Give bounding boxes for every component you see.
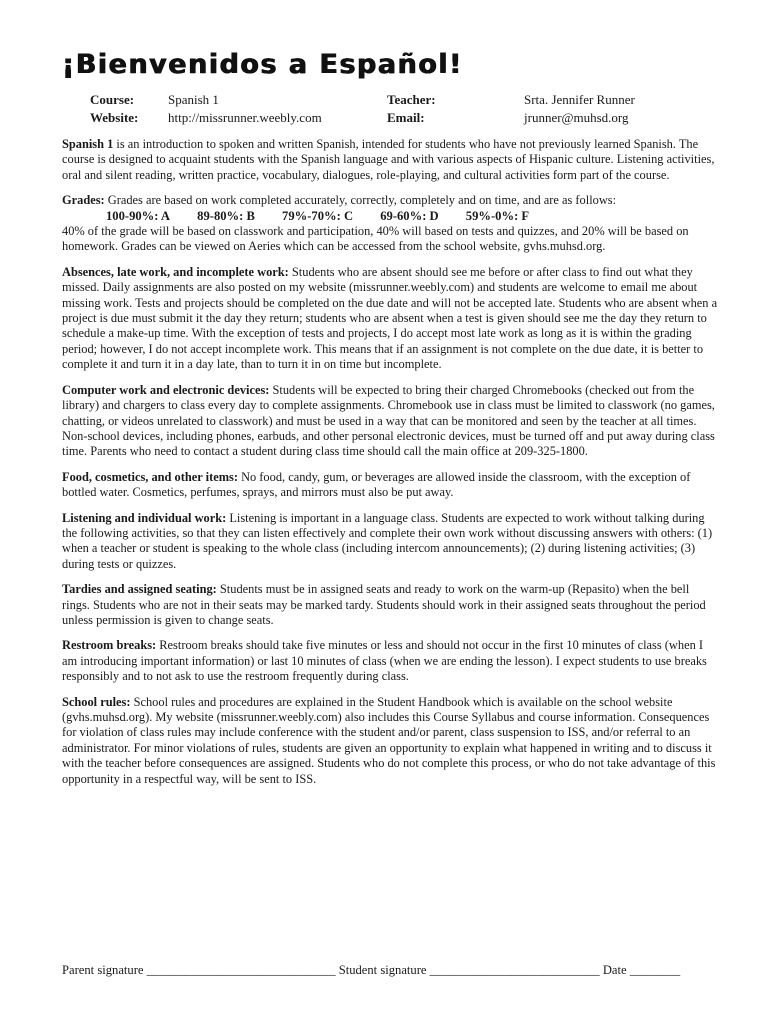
restroom-text: Restroom breaks should take five minutes or less and should not occur in the first 10 minutes of class (when I am introducing important information) or last 10 minutes of class (when we are ending the lesson). I expect students to use breaks responsibly and to not ask to use the restroom frequently during class. bbox=[62, 638, 707, 684]
website-value: http://missrunner.weebly.com bbox=[168, 110, 322, 125]
grade-c: 79%-70%: C bbox=[282, 208, 354, 223]
computer-paragraph bbox=[62, 383, 720, 460]
page-title: ¡Bienvenidos a Español! bbox=[62, 49, 463, 80]
intro-paragraph bbox=[62, 137, 720, 183]
listening-paragraph bbox=[62, 511, 720, 573]
grades-heading: Grades: bbox=[62, 193, 105, 208]
food-text: No food, candy, gum, or beverages are allowed inside the classroom, with the exception of bottled water. Cosmetics, perfumes, sprays, and mirrors must also be put away. bbox=[62, 469, 691, 500]
school-rules-paragraph bbox=[62, 695, 720, 787]
email-value: jrunner@muhsd.org bbox=[524, 110, 629, 125]
signature-line bbox=[62, 963, 680, 978]
course-info bbox=[62, 92, 720, 128]
parent-signature-field[interactable]: Parent signature ______________________________ bbox=[62, 963, 336, 977]
teacher-label: Teacher: bbox=[387, 92, 436, 107]
date-field[interactable]: Date ________ bbox=[602, 963, 681, 977]
food-paragraph bbox=[62, 470, 720, 501]
school-rules-text: School rules and procedures are explained in the Student Handbook which is available on the school website (gvhs.muhsd.org). My website (missrunner.weebly.com) also includes this Course Syllabus and course information. Consequences for violation of class rules may include conference with the student and/or parent, class suspension to ISS, and/or referral to an administrator. For minor violations of rules, students are given an opportunity to explain what happened in writing and to discuss it with the teacher before consequences are assigned. Students who do not complete this process, or who do not take advantage of this opportunity in a respectful way, will be sent to ISS. bbox=[62, 694, 716, 786]
absences-text: Students who are absent should see me before or after class to find out what they missed. Daily assignments are also posted on my website (missrunner.weebly.com) and students are welcome to email me about missing work. Tests and projects should be completed on the due date and will not be accepted late. Students who are absent when a project is due must submit it the day they return; students who are absent when a test is given should see me the day they return to schedule a make-up time. With the exception of tests and projects, I do accept most late work as long as it is within the grading period; however, I do not accept incomplete work. This means that if an assignment is not complete on the due date, it is better to complete it and turn it in a day late, than to turn it in on time but incomplete. bbox=[62, 264, 718, 372]
computer-text: Students will be expected to bring their charged Chromebooks (checked out from the library) and chargers to class every day to complete assignments. Chromebook use in class must be limited to classwork (no games, chatting, or videos unrelated to classwork) and must be used in a way that can be monitored and seen by the teacher at all times. Non-school devices, including phones, earbuds, and other personal electronic devices, must be turned off and put away during class time. Parents who need to contact a student during class time should call the main office at 209-325-1800. bbox=[62, 382, 715, 459]
absences-paragraph bbox=[62, 265, 720, 373]
intro-text: is an introduction to spoken and written Spanish, intended for students who have not previously learned Spanish. The course is designed to acquaint students with the Spanish language and with various aspects of Hispanic culture. Listening activities, oral and silent reading, written practice, vocabulary, dialogues, role-playing, and cultural activities form part of the course. bbox=[62, 137, 715, 182]
grade-a: 100-90%: A bbox=[106, 208, 171, 223]
email-label: Email: bbox=[387, 110, 425, 125]
tardies-paragraph bbox=[62, 582, 720, 628]
school-rules-heading: School rules: bbox=[62, 694, 131, 709]
tardies-heading: Tardies and assigned seating: bbox=[62, 582, 217, 597]
intro-lead: Spanish 1 bbox=[62, 137, 114, 151]
computer-heading: Computer work and electronic devices: bbox=[62, 382, 270, 397]
absences-heading: Absences, late work, and incomplete work: bbox=[62, 264, 289, 279]
grades-text: Grades are based on work completed accurately, correctly, completely and on time, and are as follows: bbox=[104, 193, 617, 208]
grade-scale bbox=[62, 209, 720, 224]
course-value: Spanish 1 bbox=[168, 92, 219, 107]
restroom-heading: Restroom breaks: bbox=[62, 638, 157, 653]
grades-details: 40% of the grade will be based on classwork and participation, 40% will based on tests and quizzes, and 20% will be based on homework. Grades can be viewed on Aeries which can be accessed from the school website, gvhs.muhsd.org. bbox=[62, 224, 689, 254]
course-info-row-2 bbox=[62, 110, 720, 128]
restroom-paragraph bbox=[62, 638, 720, 684]
tardies-text: Students must be in assigned seats and ready to work on the warm-up (Repasito) when the bell rings. Students who are not in their seats may be marked tardy. Students should work in their assigned seats throughout the period unless permission is given to change seats. bbox=[62, 582, 706, 627]
teacher-value: Srta. Jennifer Runner bbox=[524, 92, 635, 107]
grade-f: 59%-0%: F bbox=[465, 208, 530, 223]
food-heading: Food, cosmetics, and other items: bbox=[62, 469, 238, 484]
grade-b: 89-80%: B bbox=[197, 208, 255, 223]
student-signature-field[interactable]: Student signature ___________________________ bbox=[338, 963, 600, 977]
grade-d: 69-60%: D bbox=[380, 208, 439, 223]
course-label: Course: bbox=[90, 92, 135, 107]
grades-intro bbox=[62, 193, 720, 208]
listening-text: Listening is important in a language class. Students are expected to work without talking during the following activities, so that they can listen effectively and complete their own work without discussing answers with others: (1) when a teacher or student is speaking to the whole class (including intercom announcements); (2) during listening activities; (3) during tests or quizzes. bbox=[62, 510, 713, 571]
course-info-row-1 bbox=[62, 92, 720, 110]
website-label: Website: bbox=[90, 110, 139, 125]
listening-heading: Listening and individual work: bbox=[62, 510, 227, 525]
grades-section bbox=[62, 193, 720, 255]
